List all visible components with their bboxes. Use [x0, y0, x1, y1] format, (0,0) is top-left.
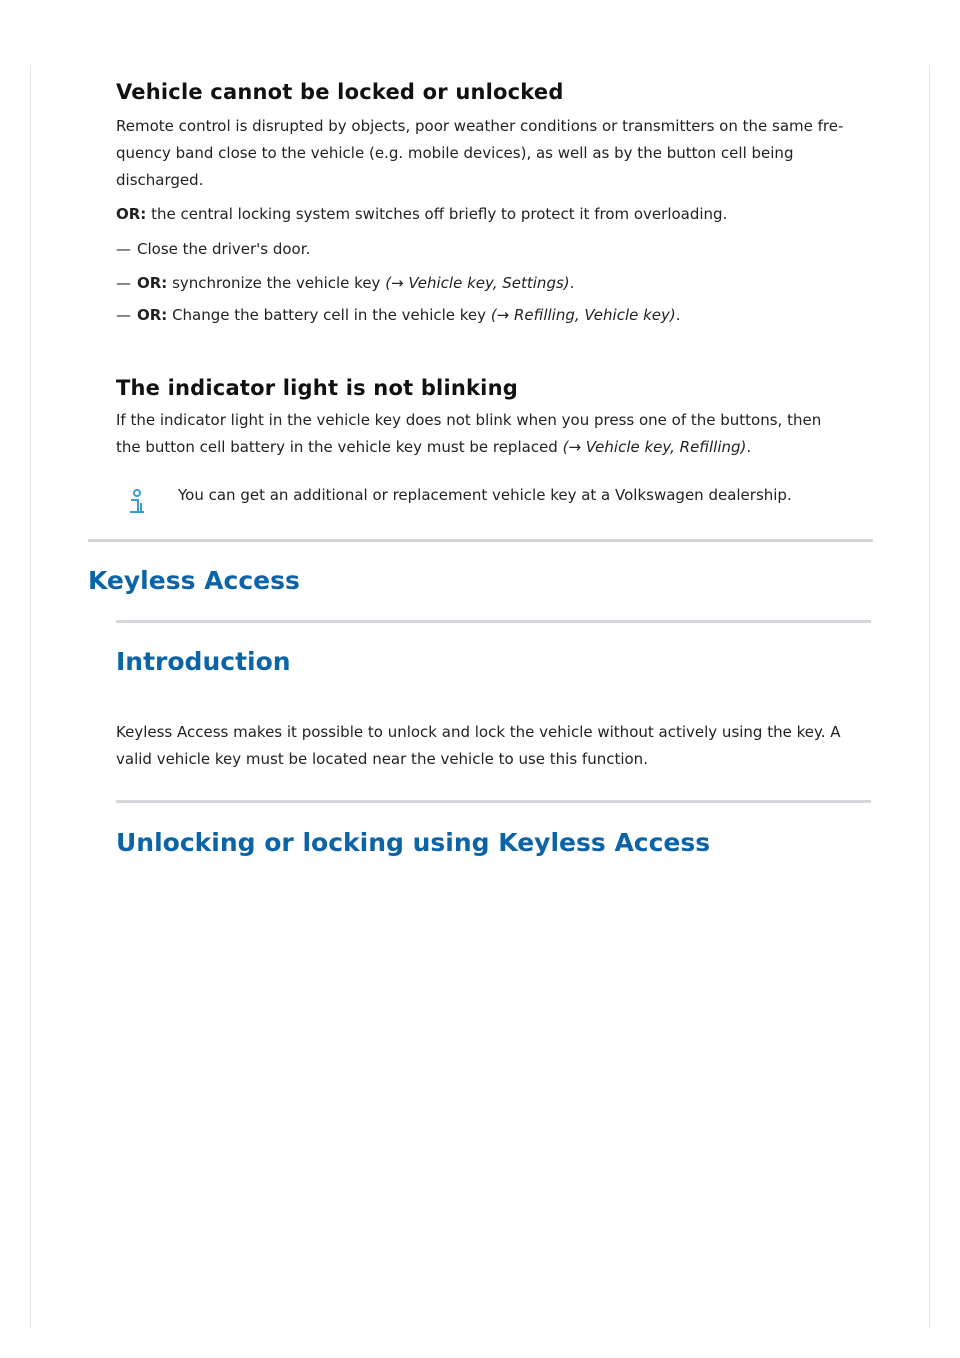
dash-marker: — [116, 274, 131, 292]
page-border-right [929, 65, 930, 1328]
step-text: synchronize the vehicle key [167, 274, 386, 292]
paragraph-central-locking [116, 201, 876, 228]
paragraph-line [116, 434, 876, 461]
section-divider [116, 620, 871, 623]
paragraph-line: If the indicator light in the vehicle key does not blink when you press one of the buttons, then [116, 411, 822, 429]
info-icon [128, 489, 146, 515]
cross-reference-link[interactable]: (→ Vehicle key, Settings) [385, 274, 570, 292]
step-text: Change the battery cell in the vehicle key [167, 306, 491, 324]
step-synchronize-key [116, 270, 574, 297]
cross-reference-link[interactable]: (→ Refilling, Vehicle key) [490, 306, 676, 324]
section-divider [88, 539, 873, 542]
paragraph-line: discharged. [116, 171, 204, 189]
heading-introduction: Introduction [116, 647, 291, 676]
paragraph-end: . [746, 438, 752, 456]
note-text: You can get an additional or replacement vehicle key at a Volkswagen dealership. [178, 486, 792, 504]
heading-vehicle-cannot-lock: Vehicle cannot be locked or unlocked [116, 80, 564, 104]
paragraph-line: Keyless Access makes it possible to unlock and lock the vehicle without actively using the key. A [116, 723, 841, 741]
paragraph-text: the button cell battery in the vehicle key must be replaced [116, 438, 563, 456]
or-label: OR: [137, 306, 168, 324]
dash-marker: — [116, 240, 131, 258]
step-end: . [675, 306, 681, 324]
heading-indicator-not-blinking: The indicator light is not blinking [116, 376, 518, 400]
paragraph-remote-disruption [116, 113, 876, 194]
step-close-door [116, 236, 310, 263]
step-end: . [569, 274, 575, 292]
or-label: OR: [137, 274, 168, 292]
step-change-battery [116, 302, 681, 329]
paragraph-line: quency band close to the vehicle (e.g. mobile devices), as well as by the button cell being [116, 144, 794, 162]
heading-unlocking-locking: Unlocking or locking using Keyless Access [116, 828, 711, 857]
chapter-title-keyless-access: Keyless Access [88, 566, 300, 595]
or-label: OR: [116, 205, 147, 223]
paragraph-indicator [116, 407, 876, 461]
page-border-left [30, 65, 31, 1328]
paragraph-line: Remote control is disrupted by objects, poor weather conditions or transmitters on the same fre- [116, 117, 844, 135]
cross-reference-link[interactable]: (→ Vehicle key, Refilling) [562, 438, 747, 456]
step-text: Close the driver's door. [137, 240, 311, 258]
paragraph-keyless-intro [116, 719, 876, 773]
dash-marker: — [116, 306, 131, 324]
paragraph-line: valid vehicle key must be located near the vehicle to use this function. [116, 750, 648, 768]
paragraph-text: the central locking system switches off briefly to protect it from overloading. [146, 205, 728, 223]
section-divider [116, 800, 871, 803]
